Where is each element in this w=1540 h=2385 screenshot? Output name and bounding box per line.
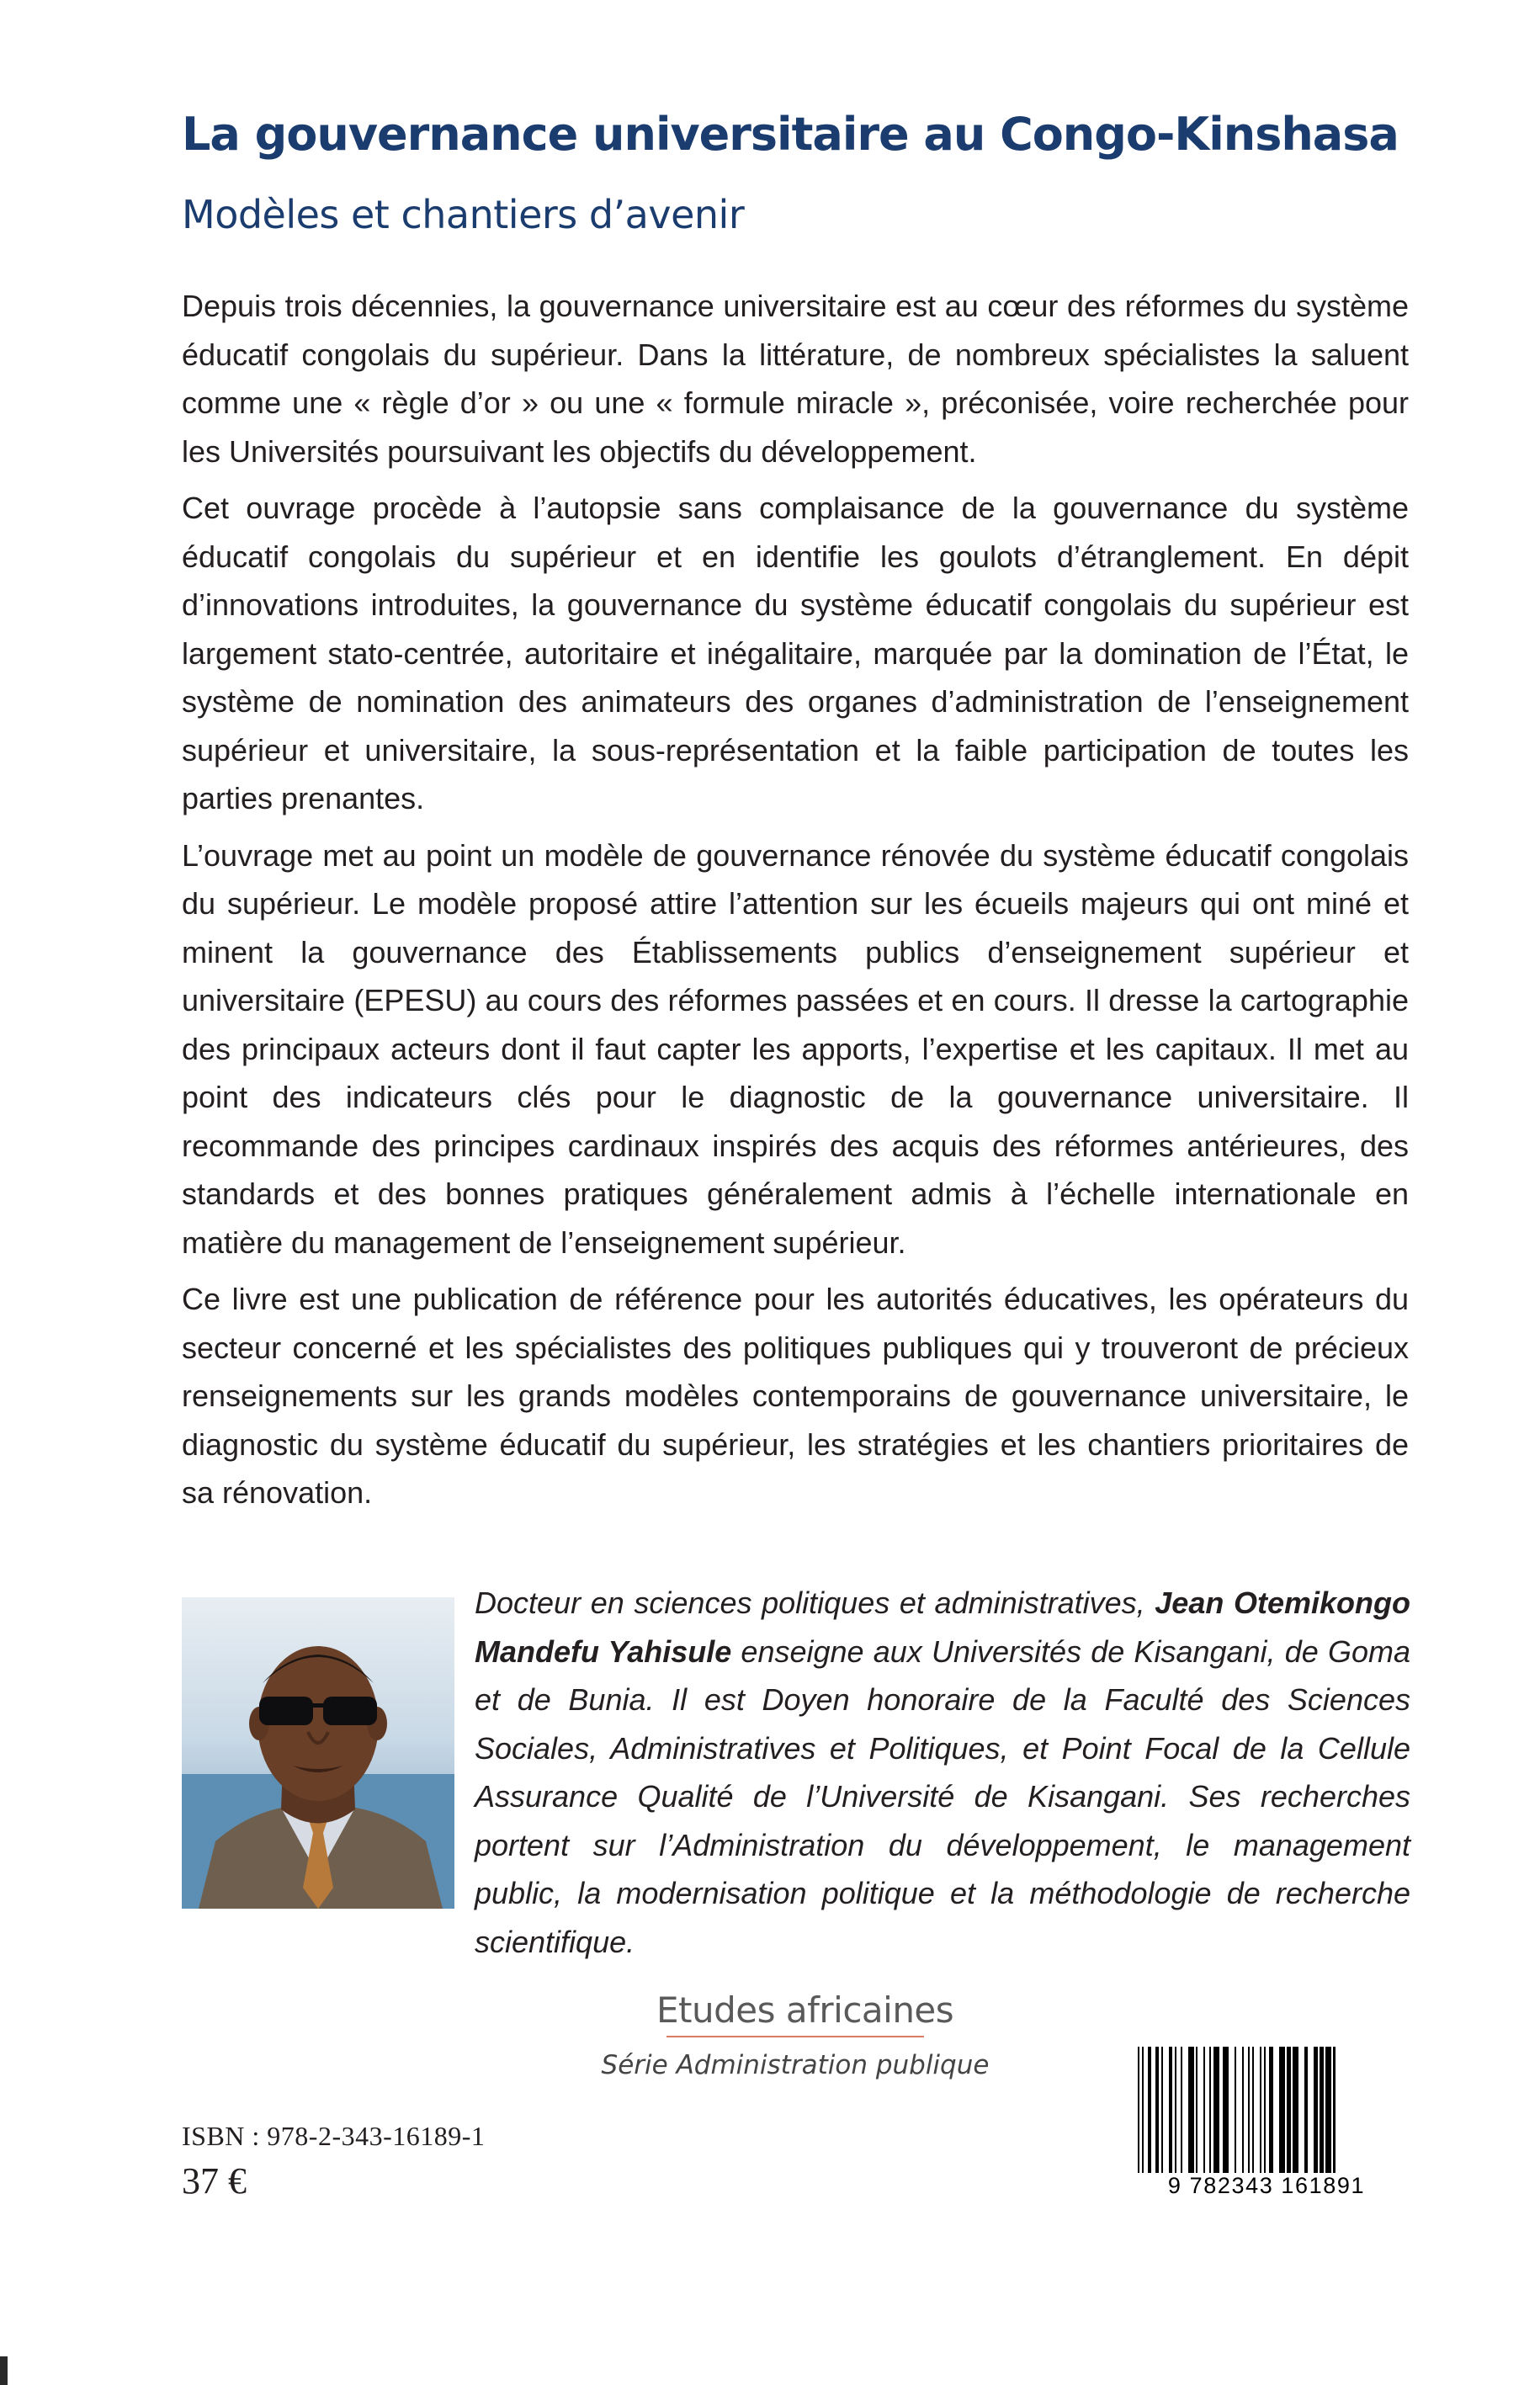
barcode-bar (1325, 2047, 1331, 2173)
barcode-bar (1161, 2047, 1163, 2173)
collection-name: Etudes africaines (656, 1989, 954, 2031)
summary-paragraph-3: L’ouvrage met au point un modèle de gouvernance rénovée du système éducatif congolais du supérieur. Le modèle proposé attire l’attention sur les écueils majeurs qui ont miné et minent la gouvernance des Établissements publics d’enseignement supérieur et universitaire (EPESU) au cours des réformes passées et en cours. Il dresse la cartographie des principaux acteurs dont il faut capter les apports, l’expertise et les capitaux. Il met au point des indicateurs clés pour le diagnostic de la gouvernance universitaire. Il recommande des principes cardinaux inspirés des acquis des réformes antérieures, des standards et des bonnes pratiques généralement admis à l’échelle internationale en matière du management de l’enseignement supérieur. (182, 837, 1409, 1260)
barcode-bar (1314, 2047, 1318, 2173)
barcode-bar (1264, 2047, 1266, 2173)
scan-edge-mark (0, 2356, 8, 2385)
barcode-bar (1181, 2047, 1182, 2173)
barcode-bar (1175, 2047, 1176, 2173)
author-bio-body: enseigne aux Universités de Kisangani, de Goma et de Bunia. Il est Doyen honoraire de la Faculté des Sciences Sociales, Administratives et Politiques, et Point Focal de la Cellule Assurance Qualité de l’Université de Kisangani. Ses recherches portent sur l’Administration du développement, le management public, la modernisation politique et la méthodologie de recherche scientifique. (475, 1633, 1410, 1959)
barcode-bar (1293, 2047, 1298, 2173)
series-name: Série Administration publique (601, 2050, 990, 2080)
author-bio (475, 1579, 1410, 1966)
barcode-bar (1169, 2047, 1173, 2173)
book-title: La gouvernance universitaire au Congo-Kinshasa (182, 108, 1399, 161)
barcode-bar (1235, 2047, 1236, 2173)
summary-paragraph-2: Cet ouvrage procède à l’autopsie sans complaisance de la gouvernance du système éducatif congolais du supérieur et en identifie les goulots d’étranglement. En dépit d’innovations introduites, la gouvernance du système éducatif congolais du supérieur est largement stato-centrée, autoritaire et inégalitaire, marquée par la domination de l’État, le système de nomination des animateurs des organes d’administration de l’enseignement supérieur et universitaire, la sous-représentation et la faible participation de toutes les parties prenantes. (182, 491, 1409, 815)
barcode-bars-icon (1134, 2047, 1399, 2173)
author-name: Jean Otemikongo Mandefu Yahisule (475, 1586, 1410, 1669)
barcode-bar (1333, 2047, 1335, 2173)
summary-paragraph-4: Ce livre est une publication de référence pour les autorités éducatives, les opérateurs du secteur concerné et les spécialistes des politiques publiques qui y trouveront de précieux renseignements sur les grands modèles contemporains de gouvernance universitaire, le diagnostic du système éducatif du supérieur, les stratégies et les chantiers prioritaires de sa rénovation. (182, 1282, 1409, 1510)
barcode-bar (1188, 2047, 1194, 2173)
author-portrait-icon (182, 1597, 454, 1909)
barcode-digits: 9 782343 161891 (1167, 2173, 1366, 2198)
barcode-bar (1248, 2047, 1250, 2173)
barcode-bar (1287, 2047, 1291, 2173)
author-bio-intro: Docteur en sciences politiques et administratives, (475, 1586, 1155, 1620)
barcode-bar (1142, 2047, 1144, 2173)
book-subtitle: Modèles et chantiers d’avenir (182, 192, 745, 237)
summary-paragraph-1: Depuis trois décennies, la gouvernance universitaire est au cœur des réformes du système éducatif congolais du supérieur. Dans la littérature, de nombreux spécialistes la saluent comme une « règle d’or » ou une « formule miracle », préconisée, voire recherchée pour les Universités poursuivant les objectifs du développement. (182, 289, 1409, 469)
barcode-bar (1196, 2047, 1197, 2173)
barcode-bar (1252, 2047, 1254, 2173)
price: 37 € (182, 2160, 247, 2202)
barcode-bar (1242, 2047, 1244, 2173)
barcode-bar (1260, 2047, 1261, 2173)
barcode-bar (1209, 2047, 1211, 2173)
collection-divider (666, 2036, 924, 2037)
barcode-bar (1213, 2047, 1219, 2173)
back-cover-summary (182, 282, 1409, 1526)
barcode-bar (1320, 2047, 1324, 2173)
barcode-bar (1138, 2047, 1139, 2173)
barcode-bar (1155, 2047, 1160, 2173)
barcode-bar (1304, 2047, 1309, 2173)
barcode (1134, 2047, 1399, 2198)
barcode-bar (1269, 2047, 1273, 2173)
barcode-bar (1223, 2047, 1229, 2173)
author-photo (182, 1597, 454, 1909)
isbn: ISBN : 978-2-343-16189-1 (182, 2121, 486, 2151)
barcode-bar (1279, 2047, 1285, 2173)
barcode-bar (1203, 2047, 1205, 2173)
barcode-bar (1148, 2047, 1152, 2173)
